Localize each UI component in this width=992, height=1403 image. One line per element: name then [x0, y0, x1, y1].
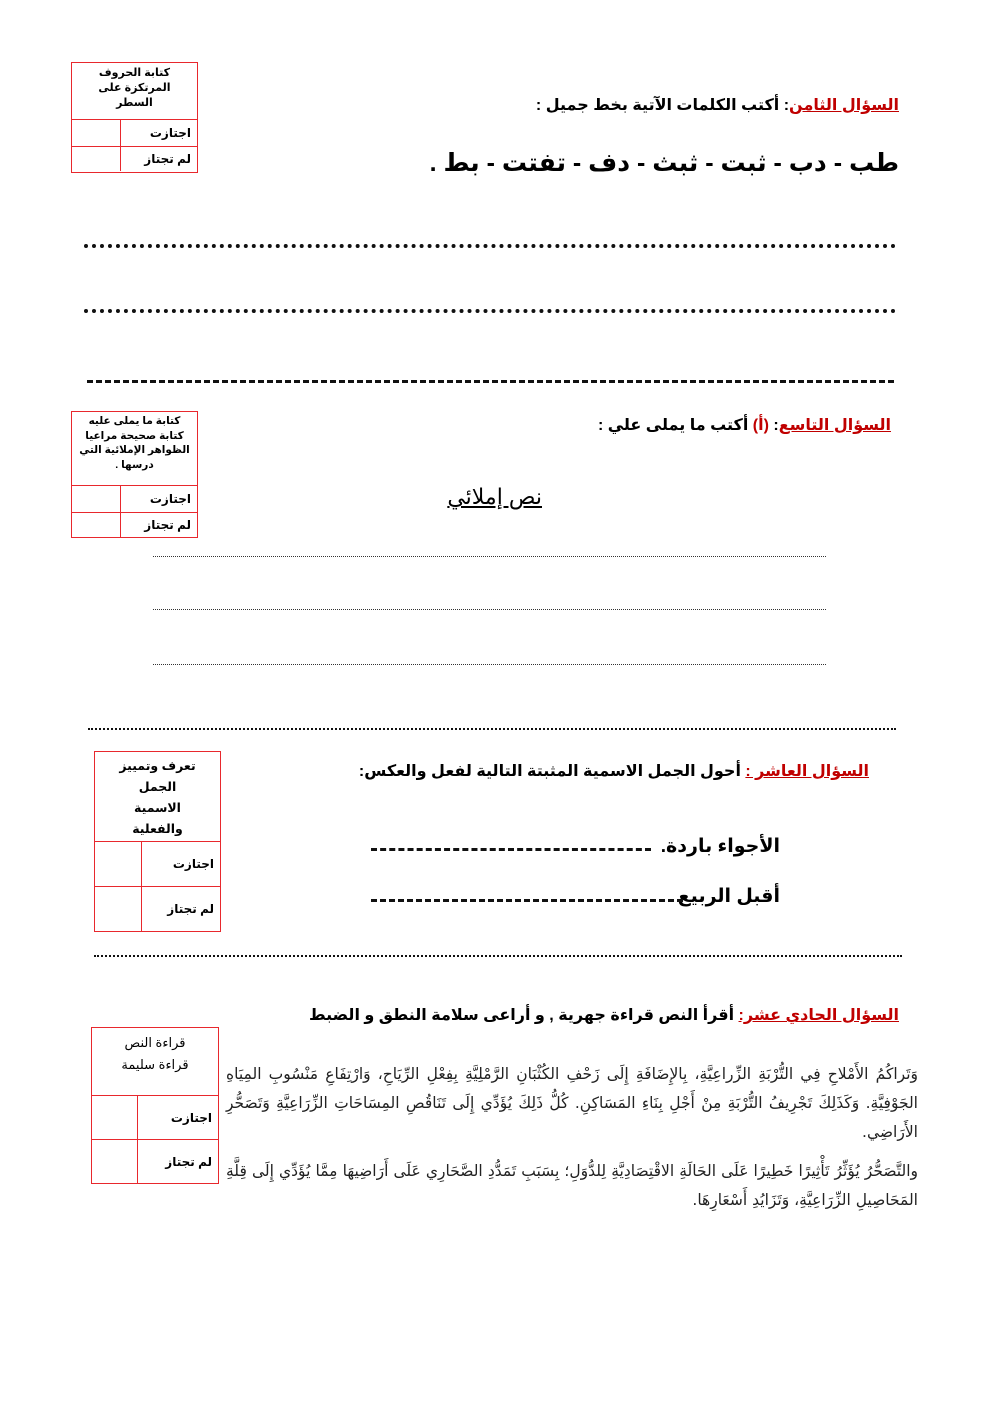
question-11-heading — [309, 1005, 899, 1025]
sentence-2: أقبل الربيع — [677, 886, 780, 907]
rubric-title-q8: كتابة الحروف المرتكزة على السطر — [72, 63, 197, 120]
reading-paragraph-1: وَتَراكُمُ الأَمْلاحِ فِي التُّرْبَةِ الزِّراعِيَّةِ، بِالإِضَافَةِ إِلَى زَحْفِ الكُثْبَانِ الرَّمْلِيَّةِ بِفِعْلِ الرِّيَاحِ، وَارْتِفَاعِ مَنْسُوبِ المِيَاهِ الجَوْفِيَّةِ. وَكَذَلِكَ تَجْرِيفُ التُّرْبَةِ مِنْ أَجْلِ بِنَاءِ المَسَاكِنِ. كُلُّ ذَلِكَ يُؤَدِّي إِلَى تَنَاقُصِ المِسَاحَاتِ الزِّرَاعِيَّةِ وَتَصَحُّرِ الأَرَاضِي. — [226, 1065, 918, 1141]
rubric-row-not-passed — [95, 887, 220, 931]
answer-line-2[interactable] — [371, 899, 683, 902]
rubric-label-passed: اجتازت — [149, 126, 191, 140]
dictation-line-3[interactable] — [153, 664, 826, 665]
reading-paragraph-2: والتَّصَحُّرُ يُؤَثِّرُ تَأْثِيرًا خَطِيرًا عَلَى الحَالَةِ الاقْتِصَادِيَّةِ لِلدُّوَلِ؛ بِسَبَبِ تَمَدُّدِ الصَّحَارِي عَلَى أَرَاضِيهَا مِمَّا يُؤَدِّي إِلَى قِلَّةِ المَحَاصِيلِ الزِّرَاعِيَّةِ، وَتَزَايُدِ أَسْعَارِهَا. — [226, 1162, 918, 1209]
section-divider — [88, 728, 896, 730]
dictation-line-2[interactable] — [153, 609, 826, 610]
question-10-label: السؤال العاشر : — [745, 763, 869, 780]
rubric-box-q8 — [71, 62, 198, 173]
rubric-label-not-passed: لم تجتاز — [167, 902, 214, 916]
writing-line-1[interactable] — [84, 244, 896, 248]
rubric-box-q10 — [94, 751, 221, 932]
separator: : — [768, 417, 779, 434]
rubric-checkbox-not-passed[interactable] — [72, 513, 121, 537]
answer-line-1[interactable] — [371, 848, 651, 851]
question-8-label: السؤال الثامن — [789, 97, 899, 114]
question-11-instruction: أقرأ النص قراءة جهرية , و أراعى سلامة النطق و الضبط — [309, 1007, 739, 1024]
separator: : — [779, 97, 790, 114]
rubric-checkbox-passed[interactable] — [72, 486, 121, 512]
rubric-checkbox-passed[interactable] — [92, 1096, 138, 1139]
question-8-words: طب - دب - ثبت - ثبث - دف - تفتت - بط . — [429, 149, 899, 177]
question-11-label: السؤال الحادي عشر: — [738, 1007, 899, 1024]
rubric-box-q9 — [71, 411, 198, 538]
question-9-part: (أ) — [752, 417, 769, 434]
rubric-label-passed: اجتازت — [149, 492, 191, 506]
rubric-row-passed — [72, 486, 197, 513]
rubric-label-not-passed: لم تجتاز — [144, 152, 191, 166]
rubric-row-not-passed — [72, 147, 197, 171]
rubric-row-passed — [92, 1096, 218, 1140]
question-9-label: السؤال التاسع — [778, 417, 891, 434]
rubric-checkbox-passed[interactable] — [72, 120, 121, 146]
rubric-checkbox-not-passed[interactable] — [95, 887, 142, 931]
dictation-line-1[interactable] — [153, 556, 826, 557]
rubric-checkbox-passed[interactable] — [95, 842, 142, 886]
writing-line-2[interactable] — [84, 309, 896, 313]
question-10-instruction: أحول الجمل الاسمية المثبتة التالية لفعل والعكس: — [358, 763, 746, 780]
rubric-label-passed: اجتازت — [172, 857, 214, 871]
rubric-checkbox-not-passed[interactable] — [92, 1140, 138, 1183]
rubric-title-q11: قراءة النص قراءة سليمة — [92, 1028, 218, 1096]
question-9-heading — [598, 415, 891, 435]
dictation-subtitle: نص إملائي — [447, 484, 542, 509]
rubric-title-q9: كتابة ما يملى عليه كتابة صحيحة مراعيا الظواهر الإملائية التي درسها . — [72, 412, 197, 486]
rubric-label-passed: اجتازت — [170, 1110, 212, 1125]
sentence-1: الأجواء باردة. — [660, 836, 780, 857]
question-8-heading — [536, 95, 899, 115]
rubric-box-q11 — [91, 1027, 219, 1184]
rubric-row-not-passed — [72, 513, 197, 537]
section-divider — [94, 955, 902, 957]
section-divider — [87, 380, 894, 383]
reading-passage — [226, 1060, 918, 1225]
question-8-instruction: أكتب الكلمات الآتية بخط جميل : — [535, 97, 780, 114]
rubric-row-passed — [72, 120, 197, 147]
rubric-label-not-passed: لم تجتاز — [165, 1154, 212, 1169]
question-10-heading — [359, 761, 869, 781]
rubric-row-passed — [95, 842, 220, 887]
rubric-checkbox-not-passed[interactable] — [72, 147, 121, 171]
rubric-row-not-passed — [92, 1140, 218, 1183]
rubric-title-q10: تعرف وتمييز الجمل الاسمية والفعلية — [95, 752, 220, 842]
question-9-instruction: أكتب ما يملى علي : — [597, 417, 753, 434]
rubric-label-not-passed: لم تجتاز — [144, 518, 191, 532]
